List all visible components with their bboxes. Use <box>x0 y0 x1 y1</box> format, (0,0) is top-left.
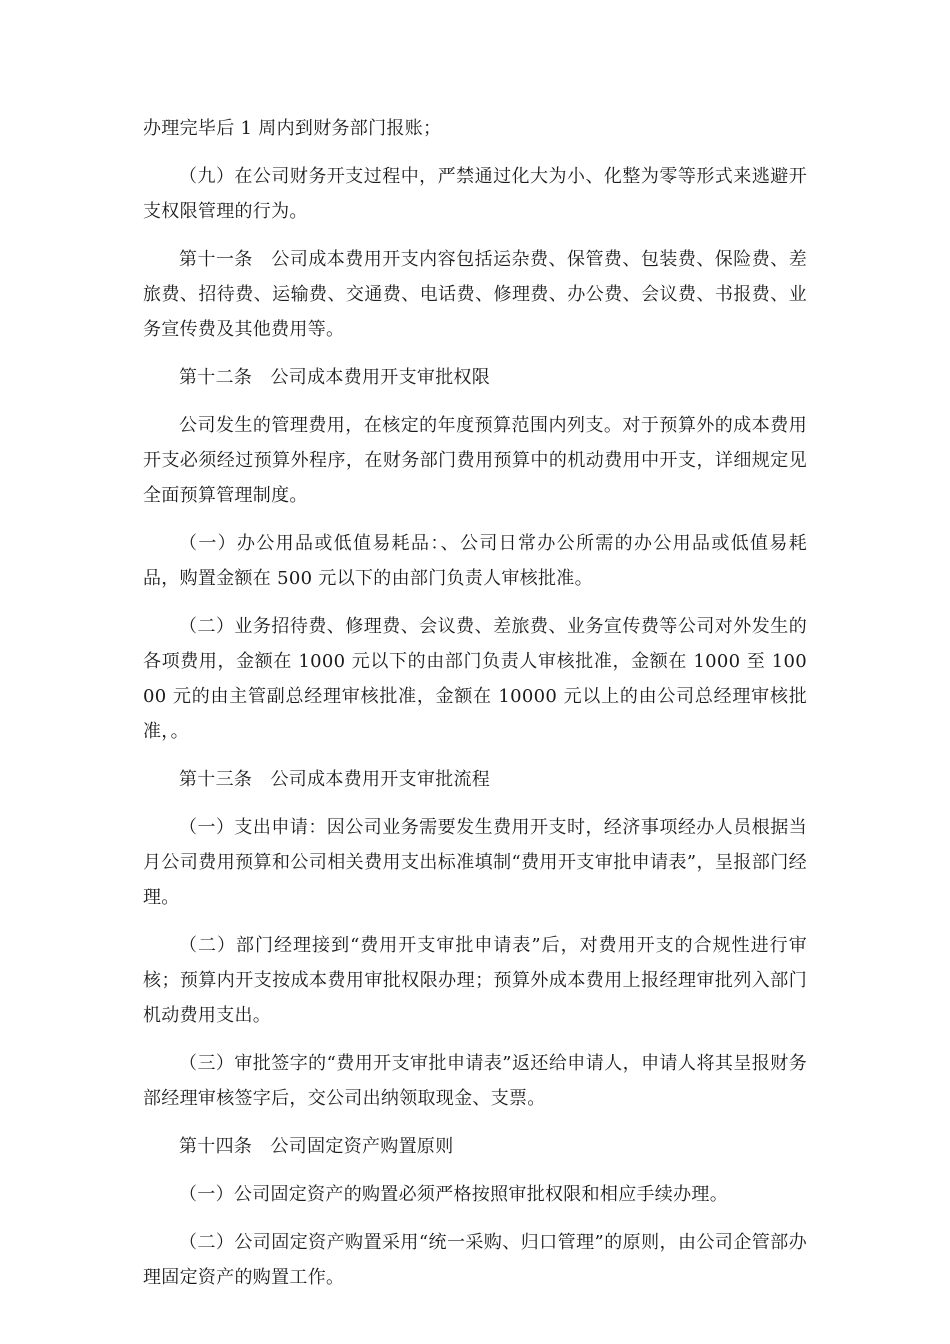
paragraph-management-expenses: 公司发生的管理费用，在核定的年度预算范围内列支。对于预算外的成本费用开支必须经过预算外程序，在财务部门费用预算中的机动费用中开支，详细规定见全面预算管理制度。 <box>143 415 807 506</box>
article-12-heading: 第十二条 公司成本费用开支审批权限 <box>179 367 491 388</box>
article-14-heading: 第十四条 公司固定资产购置原则 <box>179 1136 454 1157</box>
article-14-item-1: （一）公司固定资产的购置必须严格按照审批权限和相应手续办理。 <box>179 1184 728 1205</box>
article-13-item-2: （二）部门经理接到“费用开支审批申请表”后，对费用开支的合规性进行审核；预算内开支按成本费用审批权限办理；预算外成本费用上报经理审批列入部门机动费用支出。 <box>143 935 807 1026</box>
article-12-item-1: （一）办公用品或低值易耗品：、公司日常办公所需的办公用品或低值易耗品，购置金额在 500 元以下的由部门负责人审核批准。 <box>143 533 807 589</box>
document-body <box>143 111 807 1308</box>
article-11: 第十一条 公司成本费用开支内容包括运杂费、保管费、包装费、保险费、差旅费、招待费、运输费、交通费、电话费、修理费、办公费、会议费、书报费、业务宣传费及其他费用等。 <box>143 249 807 340</box>
article-12-item-2: （二）业务招待费、修理费、会议费、差旅费、业务宣传费等公司对外发生的各项费用，金额在 1000 元以下的由部门负责人审核批准，金额在 1000 至 10000 元的由主管副总经理审核批准，金额在 10000 元以上的由公司总经理审核批准，。 <box>143 616 807 742</box>
paragraph-continuation: 办理完毕后 1 周内到财务部门报账； <box>143 118 442 139</box>
article-13-item-1: （一）支出申请：因公司业务需要发生费用开支时，经济事项经办人员根据当月公司费用预算和公司相关费用支出标准填制“费用开支审批申请表”，呈报部门经理。 <box>143 817 807 908</box>
article-13-item-3: （三）审批签字的“费用开支审批申请表”返还给申请人，申请人将其呈报财务部经理审核签字后，交公司出纳领取现金、支票。 <box>143 1053 807 1109</box>
article-13-heading: 第十三条 公司成本费用开支审批流程 <box>179 769 491 790</box>
article-14-item-2: （二）公司固定资产购置采用“统一采购、归口管理”的原则，由公司企管部办理固定资产的购置工作。 <box>143 1232 807 1288</box>
paragraph-item-9: （九）在公司财务开支过程中，严禁通过化大为小、化整为零等形式来逃避开支权限管理的行为。 <box>143 166 807 222</box>
